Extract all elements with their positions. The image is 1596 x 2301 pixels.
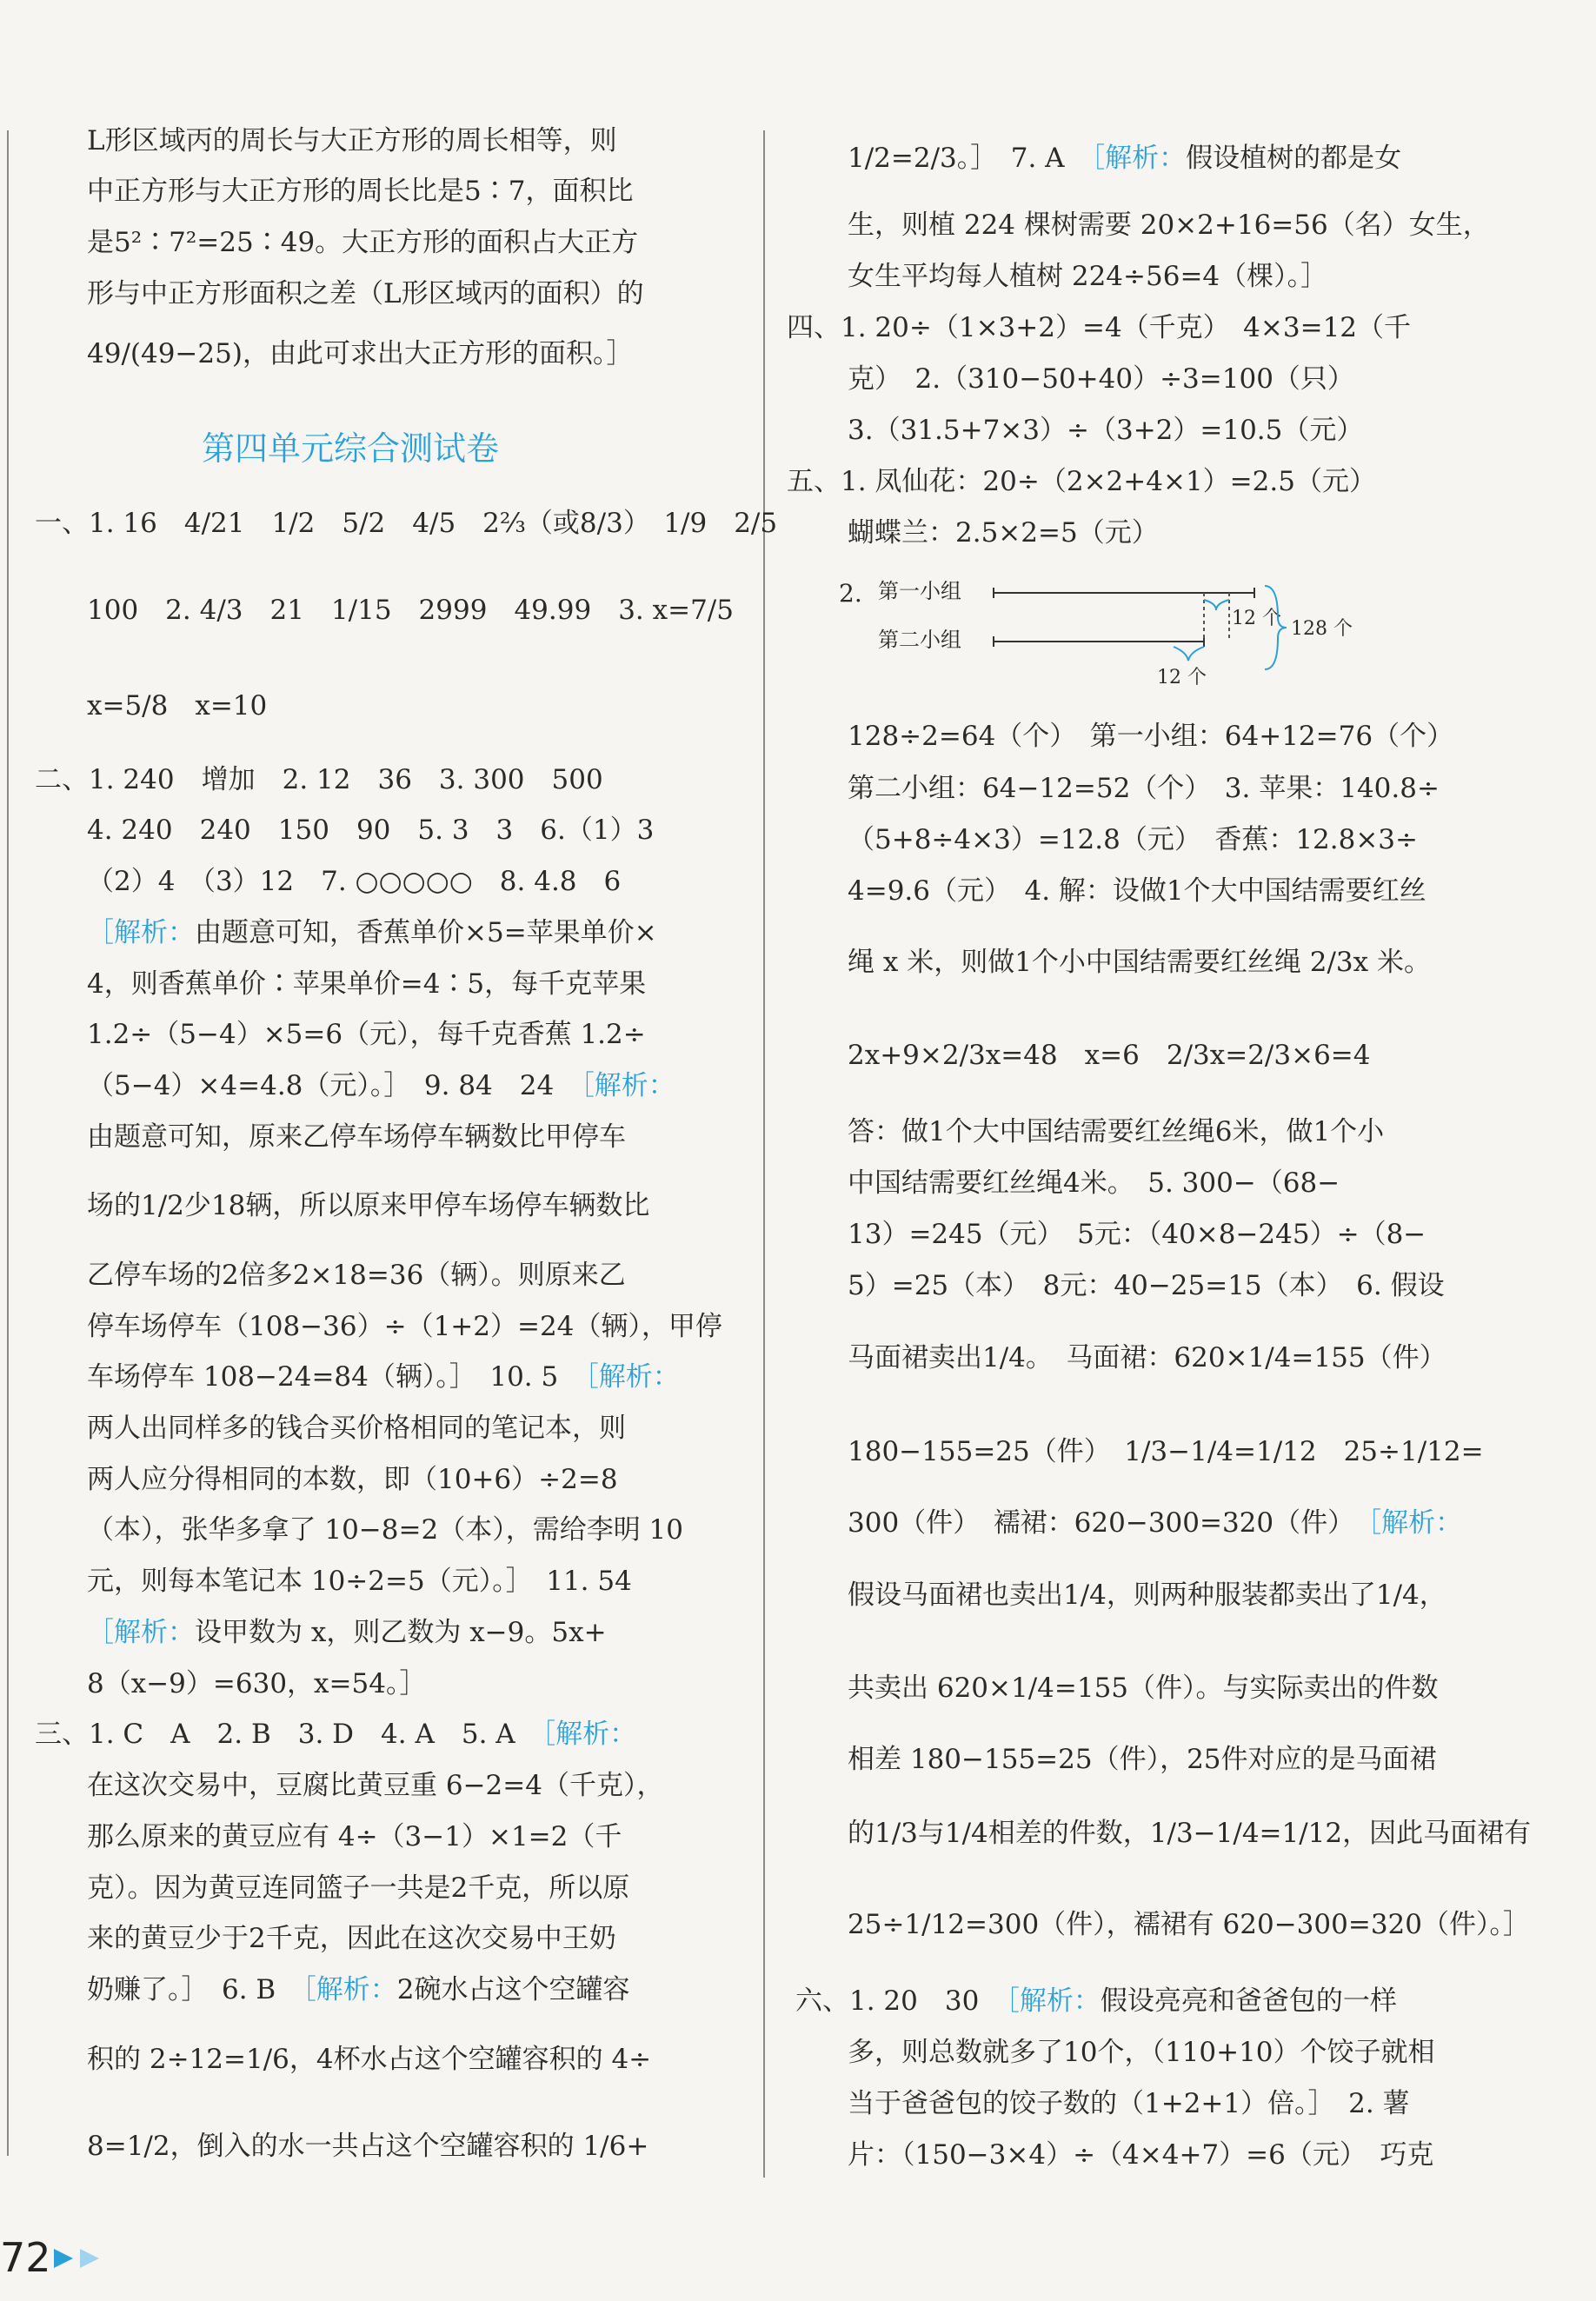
analysis-marker: ［解析：	[87, 917, 195, 948]
answer-line: 来的黄豆少于2千克，因此在这次交易中王奶	[87, 1923, 616, 1954]
answer-line: 四、1. 20÷（1×3+2）=4（千克） 4×3=12（千	[787, 312, 1412, 343]
answer-line: 4. 240 240 150 90 5. 3 3 6.（1）3	[87, 815, 655, 846]
answer-line: 在这次交易中，豆腐比黄豆重 6−2=4（千克），	[87, 1770, 664, 1801]
diff-top-label: 12 个	[1232, 608, 1281, 629]
text-line: 49/(49−25)，由此可求出大正方形的面积。］	[87, 338, 634, 369]
text-line: 中正方形与大正方形的周长比是5∶7，面积比	[87, 176, 634, 207]
answer-line: 当于爸爸包的饺子数的（1+2+1）倍。］ 2. 薯	[848, 2088, 1410, 2119]
answer-line: x=5/8 x=10	[87, 690, 268, 722]
answer-line: 五、1. 凤仙花：20÷（2×2+4×1）=2.5（元）	[787, 466, 1376, 497]
answer-line: 奶赚了。］ 6. B ［解析：2碗水占这个空罐容	[87, 1974, 630, 2005]
answer-line: 的1/3与1/4相差的件数，1/3−1/4=1/12，因此马面裙有	[848, 1818, 1532, 1849]
total-label: 128 个	[1291, 618, 1353, 640]
answer-line: 蝴蝶兰：2.5×2=5（元）	[848, 517, 1159, 549]
answer-line: 相差 180−155=25（件），25件对应的是马面裙	[848, 1744, 1437, 1775]
answer-line: 8（x−9）=630，x=54。］	[87, 1668, 427, 1699]
analysis-marker: ［解析：	[303, 1974, 397, 2005]
answer-line: ［解析：由题意可知，香蕉单价×5=苹果单价×	[87, 917, 657, 948]
answer-line: 8=1/2，倒入的水一共占这个空罐容积的 1/6+	[87, 2131, 649, 2162]
answer-line: 1/2=2/3。］ 7. A ［解析：假设植树的都是女	[848, 143, 1402, 174]
answer-line: 女生平均每人植树 224÷56=4（棵）。］	[848, 261, 1328, 292]
answer-line: 3.（31.5+7×3）÷（3+2）=10.5（元）	[848, 415, 1364, 446]
answer-line: 4=9.6（元） 4. 解：设做1个大中国结需要红丝	[848, 875, 1426, 907]
text-line: 形与中正方形面积之差（L形区域丙的面积）的	[87, 278, 644, 309]
answer-line: 那么原来的黄豆应有 4÷（3−1）×1=2（千	[87, 1821, 622, 1852]
analysis-marker: ［解析：	[87, 1617, 195, 1648]
answer-line: 绳 x 米，则做1个小中国结需要红丝绳 2/3x 米。	[848, 947, 1431, 978]
analysis-marker: ［解析：	[581, 1070, 675, 1101]
answer-line: 假设马面裙也卖出1/4，则两种服装都卖出了1/4，	[848, 1579, 1446, 1611]
diagram-label: 2.	[839, 579, 862, 608]
answer-line: 多，则总数就多了10个，（110+10）个饺子就相	[848, 2037, 1435, 2068]
answer-line: 片：（150−3×4）÷（4×4+7）=6（元） 巧克	[848, 2139, 1434, 2171]
answer-line: 生，则植 224 棵树需要 20×2+16=56（名）女生，	[848, 209, 1490, 241]
answer-line: 由题意可知，原来乙停车场停车辆数比甲停车	[87, 1121, 626, 1153]
left-margin-rule	[7, 130, 9, 2156]
answer-line: 六、1. 20 30 ［解析：假设亮亮和爸爸包的一样	[795, 1985, 1397, 2017]
analysis-marker: ［解析：	[1006, 1985, 1101, 2017]
answer-line: 300（件） 襦裙：620−300=320（件） ［解析：	[848, 1507, 1463, 1539]
page-arrows-icon	[52, 2245, 104, 2271]
answer-line: 克）。因为黄豆连同篮子一共是2千克，所以原	[87, 1872, 630, 1904]
group1-label: 第一小组	[878, 579, 961, 603]
answer-line: 2x+9×2/3x=48 x=6 2/3x=2/3×6=4	[848, 1040, 1371, 1071]
answer-line: （2）4 （3）12 7. ○○○○○ 8. 4.8 6	[87, 866, 622, 897]
answer-line: 128÷2=64（个） 第一小组：64+12=76（个）	[848, 721, 1454, 752]
answer-line: 两人应分得相同的本数，即（10+6）÷2=8	[87, 1464, 618, 1495]
answer-line: 乙停车场的2倍多2×18=36（辆）。则原来乙	[87, 1260, 626, 1291]
section-title: 第四单元综合测试卷	[202, 429, 500, 468]
answer-line: （5−4）×4=4.8（元）。］ 9. 84 24 ［解析：	[87, 1070, 675, 1101]
analysis-marker: ［解析：	[585, 1361, 680, 1393]
answer-line: 元，则每本笔记本 10÷2=5（元）。］ 11. 54	[87, 1566, 632, 1597]
answer-line: 100 2. 4/3 21 1/15 2999 49.99 3. x=7/5	[87, 595, 734, 626]
diff-brace-bottom	[1174, 647, 1204, 661]
analysis-marker: ［解析：	[542, 1719, 637, 1750]
answer-line: 场的1/2少18辆，所以原来甲停车场停车辆数比	[87, 1190, 650, 1221]
answer-line: 答：做1个大中国结需要红丝绳6米，做1个小	[848, 1116, 1385, 1147]
answer-line: （5+8÷4×3）=12.8（元） 香蕉：12.8×3÷	[848, 824, 1419, 855]
column-divider	[763, 130, 765, 2178]
answer-line: 1.2÷（5−4）×5=6（元），每千克香蕉 1.2÷	[87, 1019, 646, 1050]
answer-line: 25÷1/12=300（件），襦裙有 620−300=320（件）。］	[848, 1909, 1530, 1940]
diff-brace-top	[1204, 600, 1229, 610]
answer-line: ［解析：设甲数为 x，则乙数为 x−9。5x+	[87, 1617, 607, 1648]
group2-label: 第二小组	[878, 628, 961, 652]
answer-line: 5）=25（本） 8元：40−25=15（本） 6. 假设	[848, 1270, 1445, 1301]
answer-line: 中国结需要红丝绳4米。 5. 300−（68−	[848, 1167, 1340, 1199]
line-segment-diagram	[839, 574, 1378, 695]
answer-line: 13）=245（元） 5元：（40×8−245）÷（8−	[848, 1219, 1426, 1250]
answer-line: 第二小组：64−12=52（个） 3. 苹果：140.8÷	[848, 773, 1440, 804]
answer-line: 积的 2÷12=1/6，4杯水占这个空罐容积的 4÷	[87, 2044, 652, 2075]
page-number: 72	[0, 2234, 51, 2281]
analysis-marker: ［解析：	[1367, 1507, 1463, 1539]
analysis-marker: ［解析：	[1091, 143, 1187, 174]
answer-line: 两人出同样多的钱合买价格相同的笔记本，则	[87, 1413, 626, 1444]
answer-line: 180−155=25（件） 1/3−1/4=1/12 25÷1/12=	[848, 1436, 1484, 1467]
text-line: 是5²∶7²=25∶49。大正方形的面积占大正方	[87, 227, 639, 258]
answer-line: 二、1. 240 增加 2. 12 36 3. 300 500	[35, 764, 603, 795]
answer-line: 三、1. C A 2. B 3. D 4. A 5. A ［解析：	[35, 1719, 637, 1750]
answer-line: 4，则香蕉单价∶苹果单价=4∶5，每千克苹果	[87, 968, 647, 1000]
answer-line: 共卖出 620×1/4=155（件）。与实际卖出的件数	[848, 1673, 1439, 1704]
answer-line: （本），张华多拿了 10−8=2（本），需给李明 10	[87, 1514, 683, 1546]
answer-line: 停车场停车（108−36）÷（1+2）=24（辆），甲停	[87, 1311, 722, 1342]
diff-bottom-label: 12 个	[1157, 667, 1207, 688]
text-line: L形区域丙的周长与大正方形的周长相等，则	[87, 125, 617, 156]
answer-line: 一、1. 16 4/21 1/2 5/2 4/5 2⅔（或8/3） 1/9 2/5	[35, 508, 778, 539]
answer-line: 车场停车 108−24=84（辆）。］ 10. 5 ［解析：	[87, 1361, 680, 1393]
answer-line: 克） 2.（310−50+40）÷3=100（只）	[848, 363, 1354, 395]
answer-line: 马面裙卖出1/4。 马面裙：620×1/4=155（件）	[848, 1342, 1446, 1373]
